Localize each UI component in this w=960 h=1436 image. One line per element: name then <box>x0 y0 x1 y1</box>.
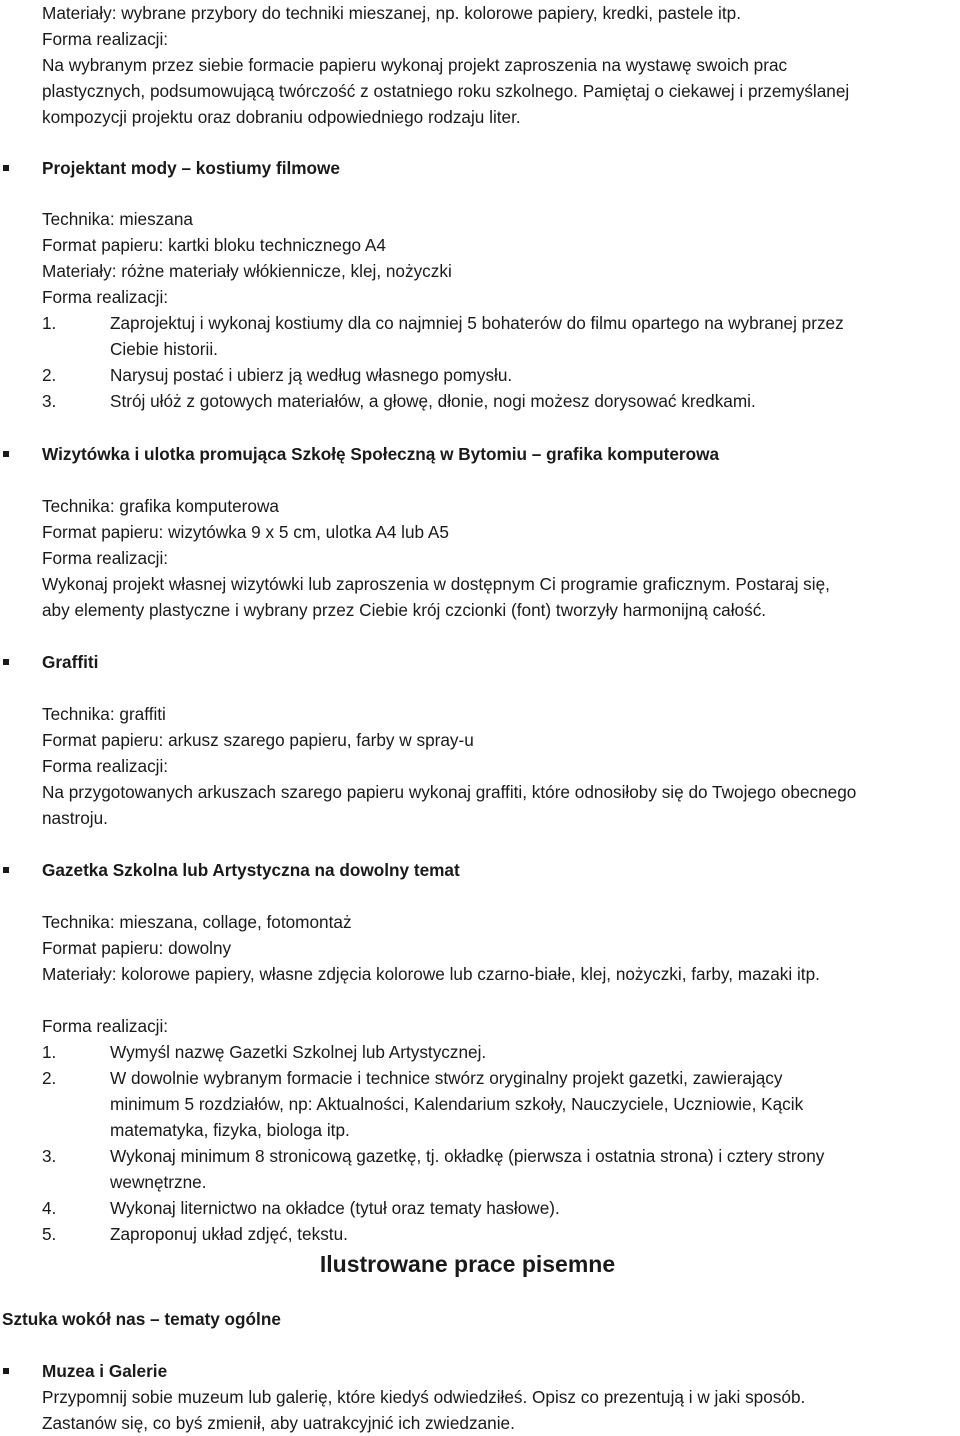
step-number: 1. <box>42 1042 57 1062</box>
step-number: 4. <box>42 1198 57 1218</box>
step-text: Wymyśl nazwę Gazetki Szkolnej lub Artystycznej. <box>110 1042 487 1062</box>
museum-desc-line: Przypomnij sobie muzeum lub galerię, które kiedyś odwiedziłeś. Opisz co prezentują i w jaki sposób. <box>42 1387 806 1407</box>
gazette-technique: Technika: mieszana, collage, fotomontaż <box>42 912 352 932</box>
graffiti-desc-line: nastroju. <box>42 808 108 828</box>
step-text: Ciebie historii. <box>110 339 218 359</box>
section-heading-gazette: Gazetka Szkolna lub Artystyczna na dowolny temat <box>42 860 460 880</box>
card-desc-line: aby elementy plastyczne i wybrany przez Ciebie krój czcionki (font) tworzyły harmonijną całość. <box>42 600 767 620</box>
gazette-format: Format papieru: dowolny <box>42 938 232 958</box>
intro-materials: Materiały: wybrane przybory do techniki mieszanej, np. kolorowe papiery, kredki, pastele itp. <box>42 3 741 23</box>
gazette-forma-label: Forma realizacji: <box>42 1016 169 1036</box>
graffiti-format: Format papieru: arkusz szarego papieru, farby w spray-u <box>42 730 474 750</box>
bullet-icon <box>3 659 9 665</box>
graffiti-forma-label: Forma realizacji: <box>42 756 169 776</box>
card-forma-label: Forma realizacji: <box>42 548 169 568</box>
step-number: 3. <box>42 1146 57 1166</box>
step-text: minimum 5 rozdziałów, np: Aktualności, Kalendarium szkoły, Nauczyciele, Uczniowie, Kącik <box>110 1094 804 1114</box>
step-number: 2. <box>42 1068 57 1088</box>
costume-materials: Materiały: różne materiały włókiennicze, klej, nożyczki <box>42 261 452 281</box>
intro-forma-label: Forma realizacji: <box>42 29 169 49</box>
subsection-heading: Sztuka wokół nas – tematy ogólne <box>2 1309 281 1329</box>
bullet-icon <box>3 165 9 171</box>
step-text: Wykonaj minimum 8 stronicową gazetkę, tj. okładkę (pierwsza i ostatnia strona) i cztery strony <box>110 1146 825 1166</box>
step-number: 3. <box>42 391 57 411</box>
bullet-icon <box>3 1368 9 1374</box>
costume-format: Format papieru: kartki bloku technicznego A4 <box>42 235 386 255</box>
costume-technique: Technika: mieszana <box>42 209 193 229</box>
step-text: Narysuj postać i ubierz ją według własnego pomysłu. <box>110 365 513 385</box>
bullet-icon <box>3 451 9 457</box>
intro-desc-line: plastycznych, podsumowującą twórczość z ostatniego roku szkolnego. Pamiętaj o ciekawej i przemyślanej <box>42 81 850 101</box>
graffiti-technique: Technika: graffiti <box>42 704 166 724</box>
step-text: wewnętrzne. <box>110 1172 207 1192</box>
costume-forma-label: Forma realizacji: <box>42 287 169 307</box>
step-text: W dowolnie wybranym formacie i technice stwórz oryginalny projekt gazetki, zawierający <box>110 1068 783 1088</box>
step-number: 1. <box>42 313 57 333</box>
card-format: Format papieru: wizytówka 9 x 5 cm, ulotka A4 lub A5 <box>42 522 449 542</box>
card-desc-line: Wykonaj projekt własnej wizytówki lub zaproszenia w dostępnym Ci programie graficznym. Postaraj się, <box>42 574 830 594</box>
museum-desc-line: Zastanów się, co byś zmienił, aby uatrakcyjnić ich zwiedzanie. <box>42 1413 515 1433</box>
step-text: Zaproponuj układ zdjęć, tekstu. <box>110 1224 348 1244</box>
page-title: Ilustrowane prace pisemne <box>319 1251 616 1277</box>
gazette-materials: Materiały: kolorowe papiery, własne zdjęcia kolorowe lub czarno-białe, klej, nożyczki, farby, mazaki itp. <box>42 964 820 984</box>
intro-desc-line: Na wybranym przez siebie formacie papieru wykonaj projekt zaproszenia na wystawę swoich prac <box>42 55 788 75</box>
section-heading-graffiti: Graffiti <box>42 652 99 672</box>
step-text: matematyka, fizyka, biologa itp. <box>110 1120 350 1140</box>
step-text: Zaprojektuj i wykonaj kostiumy dla co najmniej 5 bohaterów do filmu opartego na wybranej przez <box>110 313 844 333</box>
step-text: Strój ułóż z gotowych materiałów, a głowę, dłonie, nogi możesz dorysować kredkami. <box>110 391 756 411</box>
step-number: 2. <box>42 365 57 385</box>
section-heading-costume: Projektant mody – kostiumy filmowe <box>42 158 340 178</box>
step-text: Wykonaj liternictwo na okładce (tytuł oraz tematy hasłowe). <box>110 1198 560 1218</box>
graffiti-desc-line: Na przygotowanych arkuszach szarego papieru wykonaj graffiti, które odnosiłoby się do Twojego obecnego <box>42 782 857 802</box>
section-heading-museum: Muzea i Galerie <box>42 1361 168 1381</box>
card-technique: Technika: grafika komputerowa <box>42 496 279 516</box>
intro-desc-line: kompozycji projektu oraz dobraniu odpowiedniego rodzaju liter. <box>42 107 521 127</box>
step-number: 5. <box>42 1224 57 1244</box>
bullet-icon <box>3 867 9 873</box>
section-heading-card: Wizytówka i ulotka promująca Szkołę Społeczną w Bytomiu – grafika komputerowa <box>42 444 720 464</box>
